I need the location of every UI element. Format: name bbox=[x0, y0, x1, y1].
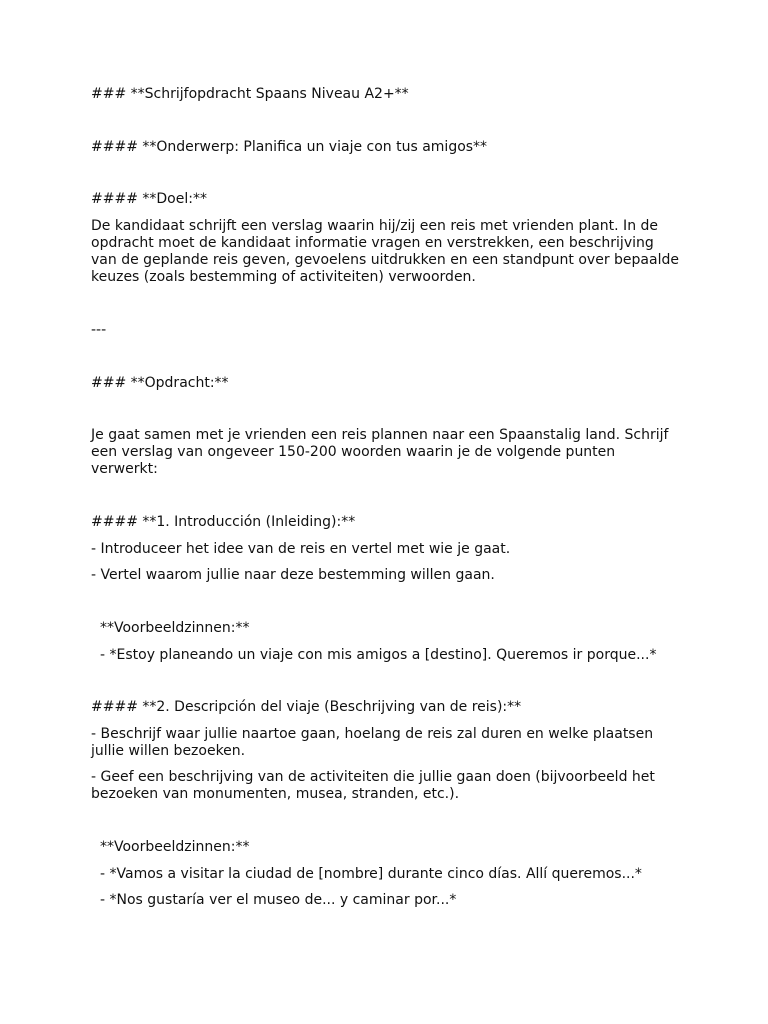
section2-bullet: - Geef een beschrijving van de activiteiten die jullie gaan doen (bijvoorbeeld het bezoeken van monumenten, musea, stranden, etc.). bbox=[91, 769, 655, 802]
section2-example: - *Nos gustaría ver el museo de... y caminar por...* bbox=[100, 892, 457, 908]
section2-example: - *Vamos a visitar la ciudad de [nombre] durante cinco días. Allí queremos...* bbox=[100, 866, 642, 882]
section1-bullet: - Vertel waarom jullie naar deze bestemming willen gaan. bbox=[91, 567, 495, 583]
section2-bullet: - Beschrijf waar jullie naartoe gaan, hoelang de reis zal duren en welke plaatsen jullie willen bezoeken. bbox=[91, 726, 654, 759]
section1-heading: #### **1. Introducción (Inleiding):** bbox=[91, 514, 356, 530]
section1-examples-label: **Voorbeeldzinnen:** bbox=[100, 620, 250, 636]
goal-heading: #### **Doel:** bbox=[91, 191, 207, 207]
task-paragraph: Je gaat samen met je vrienden een reis plannen naar een Spaanstalig land. Schrijf een verslag van ongeveer 150-200 woorden waarin je de volgende punten verwerkt: bbox=[91, 427, 669, 477]
subject-heading: #### **Onderwerp: Planifica un viaje con tus amigos** bbox=[91, 139, 488, 155]
task-heading: ### **Opdracht:** bbox=[91, 375, 229, 391]
goal-paragraph: De kandidaat schrijft een verslag waarin hij/zij een reis met vrienden plant. In de opdracht moet de kandidaat informatie vragen en verstrekken, een beschrijving van de geplande reis geven, gevoelens uitdrukken en een standpunt over bepaalde keuzes (zoals bestemming of activiteiten) verwoorden. bbox=[91, 218, 679, 285]
document-title: ### **Schrijfopdracht Spaans Niveau A2+** bbox=[91, 86, 409, 102]
section1-example: - *Estoy planeando un viaje con mis amigos a [destino]. Queremos ir porque...* bbox=[100, 647, 657, 663]
separator: --- bbox=[91, 322, 107, 338]
section2-heading: #### **2. Descripción del viaje (Beschrijving van de reis):** bbox=[91, 699, 522, 715]
section2-examples-label: **Voorbeeldzinnen:** bbox=[100, 839, 250, 855]
section1-bullet: - Introduceer het idee van de reis en vertel met wie je gaat. bbox=[91, 541, 511, 557]
